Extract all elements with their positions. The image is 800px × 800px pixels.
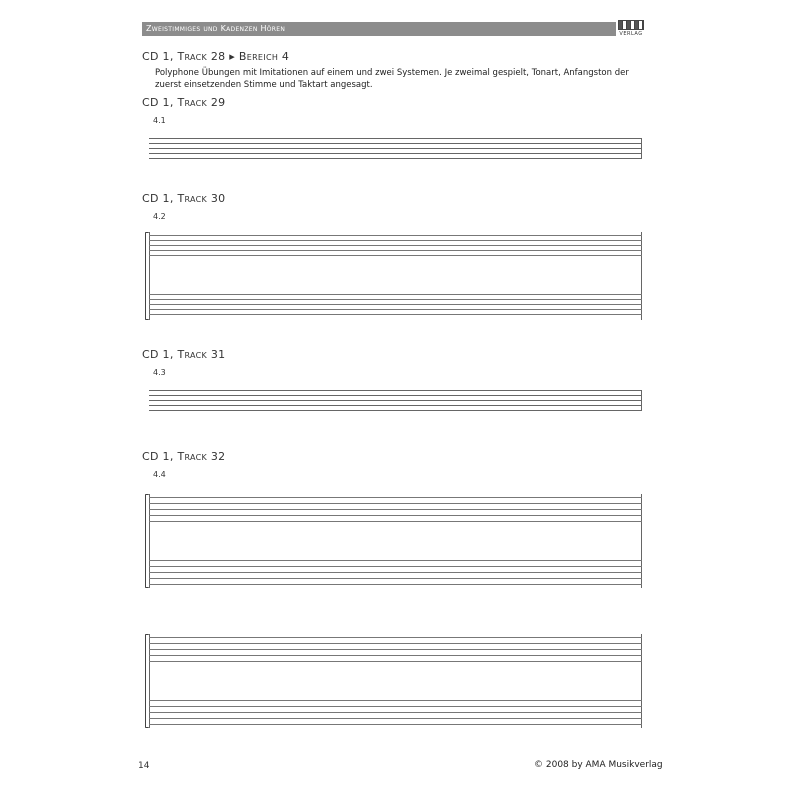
logo-label: VERLAG [619,31,643,37]
grand-staff-system [145,634,642,728]
music-staff [149,138,642,159]
exercise-number: 4.4 [153,470,166,479]
track-title: CD 1, Track 29 [142,96,226,109]
grand-staff-system [145,494,642,588]
track-title: CD 1, Track 30 [142,192,226,205]
grand-staff-system [145,232,642,320]
section-title: CD 1, Track 28 ▸ Bereich 4 [142,50,290,63]
music-staff [149,390,642,411]
exercise-number: 4.3 [153,368,166,377]
exercise-number: 4.2 [153,212,166,221]
copyright-notice: © 2008 by AMA Musikverlag [534,760,663,770]
exercise-number: 4.1 [153,116,166,125]
running-header: Zweistimmiges und Kadenzen Hören [142,22,616,36]
track-title: CD 1, Track 32 [142,450,226,463]
track-title: CD 1, Track 31 [142,348,226,361]
piano-keys-icon [618,20,644,30]
publisher-logo [618,20,644,38]
page-number: 14 [138,761,150,771]
intro-text: Polyphone Übungen mit Imitationen auf einem und zwei Systemen. Je zweimal gespielt, Tonart, Anfangston der zuerst einsetzenden Stimme und Taktart angesagt. [155,68,629,90]
